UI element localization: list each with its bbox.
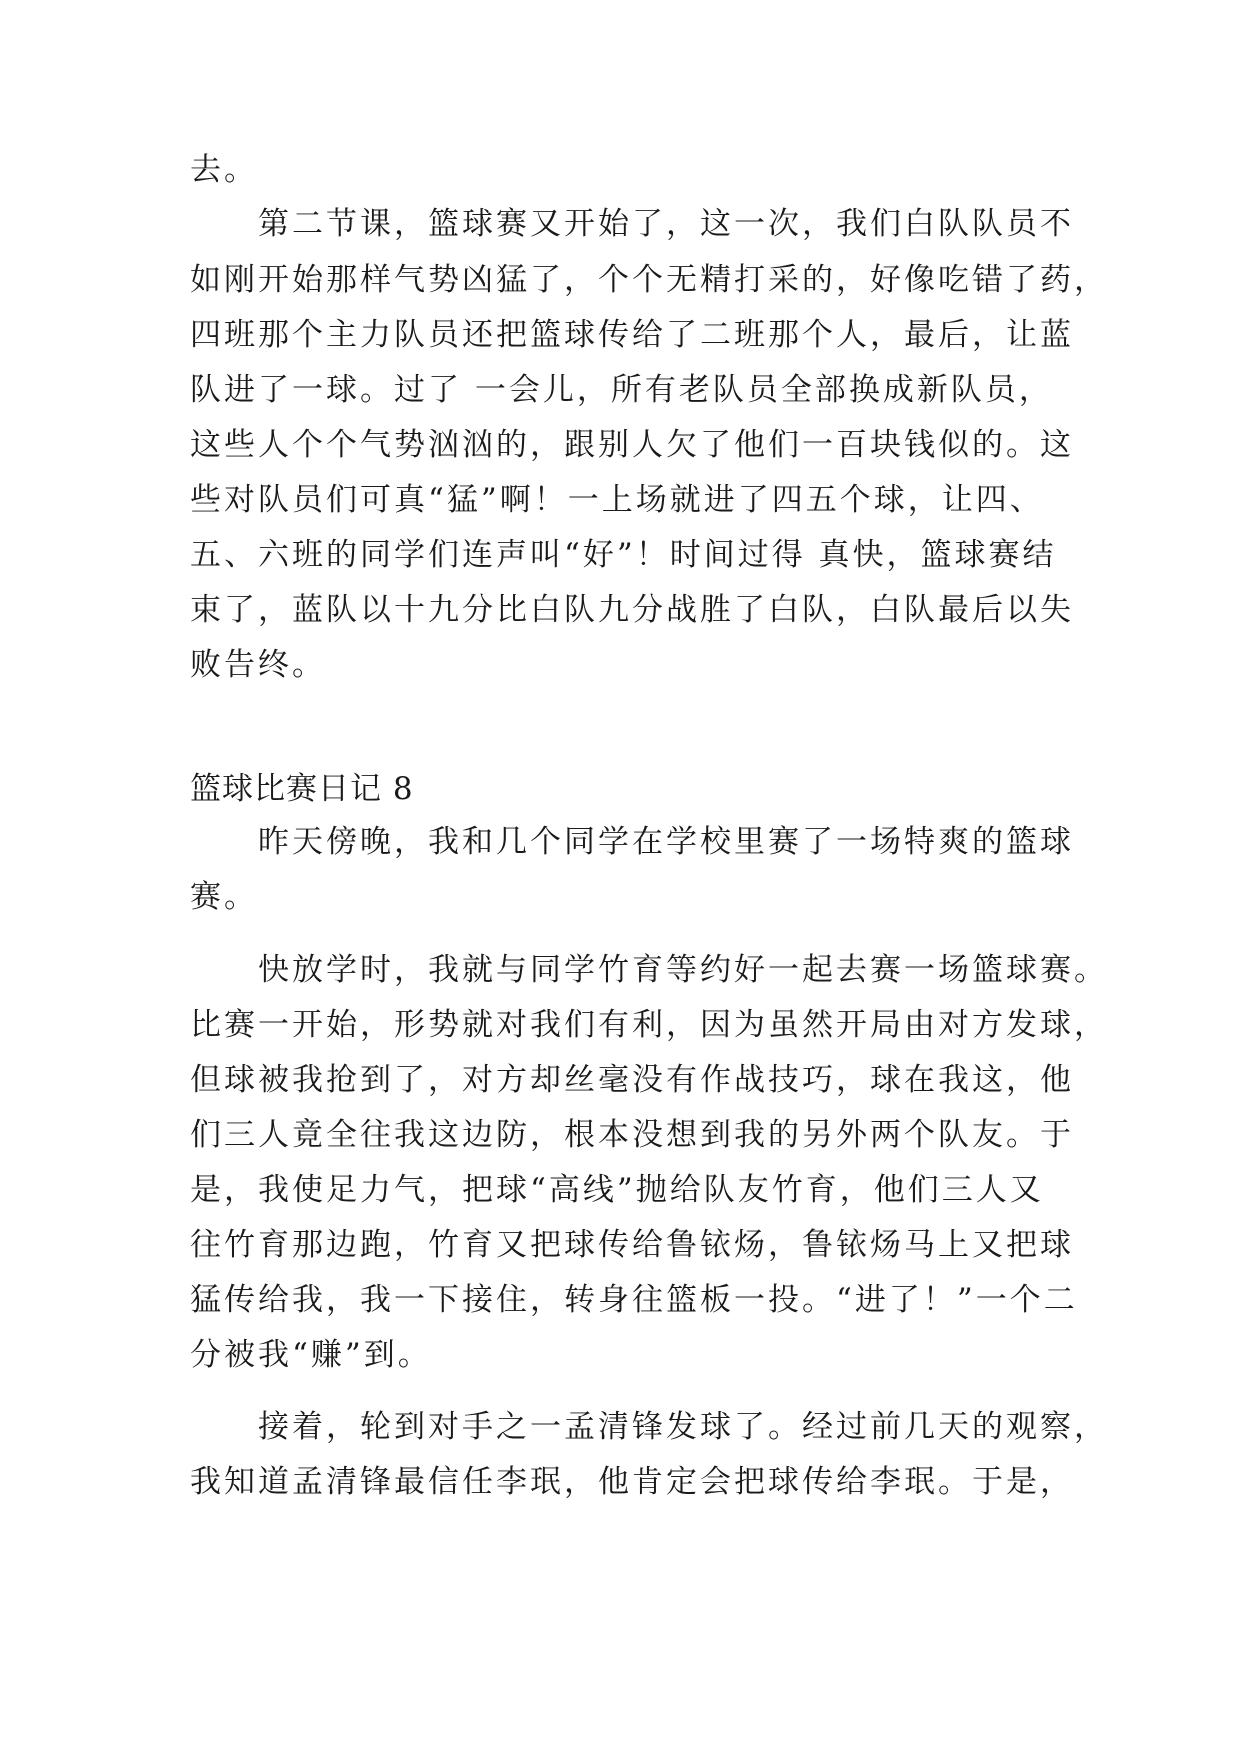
paragraph-start-line: 快放学时，我就与同学竹育等约好一起去赛一场篮球赛。 xyxy=(258,952,1108,988)
text-line: 些对队员们可真“猛”啊！一上场就进了四五个球，让四、 xyxy=(190,482,1044,518)
text-line: 是，我使足力气，把球“高线”抛给队友竹育，他们三人又 xyxy=(190,1172,1044,1208)
text-line: 这些人个个气势汹汹的，跟别人欠了他们一百块钱似的。这 xyxy=(190,427,1074,463)
text-line: 队进了一球。过了 一会儿，所有老队员全部换成新队员， xyxy=(190,372,1053,408)
text-line: 往竹育那边跑，竹育又把球传给鲁铱炀，鲁铱炀马上又把球 xyxy=(190,1227,1074,1263)
text-line: 我知道孟清锋最信任李珉，他肯定会把球传给李珉。于是， xyxy=(190,1464,1074,1500)
text-line: 如刚开始那样气势凶猛了，个个无精打采的，好像吃错了药， xyxy=(190,262,1108,298)
text-line: 猛传给我，我一下接住，转身往篮板一投。“进了！”一个二 xyxy=(190,1282,1078,1318)
paragraph-start-line: 昨天傍晚，我和几个同学在学校里赛了一场特爽的篮球 xyxy=(258,824,1074,860)
text-line: 四班那个主力队员还把篮球传给了二班那个人，最后，让蓝 xyxy=(190,317,1074,353)
text-line: 败告终。 xyxy=(190,647,326,683)
paragraph-start-line: 接着，轮到对手之一孟清锋发球了。经过前几天的观察， xyxy=(258,1409,1108,1445)
text-line: 去。 xyxy=(190,152,258,188)
paragraph-start-line: 第二节课，篮球赛又开始了，这一次，我们白队队员不 xyxy=(258,206,1074,242)
text-line: 束了，蓝队以十九分比白队九分战胜了白队，白队最后以失 xyxy=(190,592,1074,628)
text-line: 赛。 xyxy=(190,879,258,915)
section-heading: 篮球比赛日记 8 xyxy=(190,771,414,807)
text-line: 但球被我抢到了，对方却丝毫没有作战技巧，球在我这，他 xyxy=(190,1062,1074,1098)
text-line: 们三人竟全往我这边防，根本没想到我的另外两个队友。于 xyxy=(190,1117,1074,1153)
text-line: 五、六班的同学们连声叫“好”！时间过得 真快，篮球赛结 xyxy=(190,537,1057,573)
text-line: 分被我“赚”到。 xyxy=(190,1337,432,1373)
text-line: 比赛一开始，形势就对我们有利，因为虽然开局由对方发球， xyxy=(190,1007,1108,1043)
